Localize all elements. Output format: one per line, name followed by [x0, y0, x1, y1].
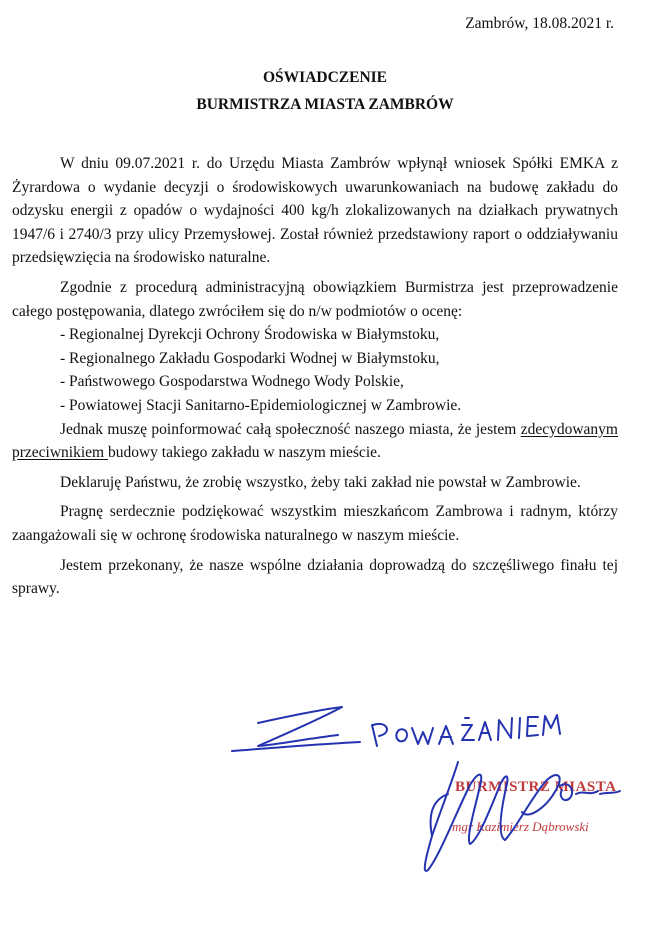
paragraph-procedure: Zgodnie z procedurą administracyjną obowiązkiem Burmistrza jest przeprowadzenie całego postępowania, dlatego zwróciłem się do n/w podmiotów o ocenę: [12, 278, 618, 320]
stamp-title: BURMISTRZ MIASTA [455, 779, 617, 795]
opposition-text-end: budowy takiego zakładu w naszym mieście. [107, 444, 381, 462]
paragraph-declaration: Deklaruję Państwu, że zrobię wszystko, żeby taki zakład nie powstał w Zambrowie. [60, 473, 581, 491]
document-subtitle: BURMISTRZA MIASTA ZAMBRÓW [196, 96, 454, 113]
list-item: - Powiatowej Stacji Sanitarno-Epidemiologicznej w Zambrowie. [60, 396, 462, 414]
paragraph-thanks: Pragnę serdecznie podziękować wszystkim mieszkańcom Zambrowa i radnym, którzy zaangażowali się w ochronę środowiska naturalnego w naszym mieście. [12, 503, 618, 544]
opposition-text-start: Jednak muszę poinformować całą społeczność naszego miasta, że jestem [60, 420, 521, 438]
paragraph-opposition [12, 418, 618, 465]
list-item: - Państwowego Gospodarstwa Wodnego Wody Polskie, [60, 373, 404, 391]
underlined-phrase: zdecydowanym przeciwnikiem [12, 420, 618, 462]
stamp-name: mgr Kazimierz Dąbrowski [452, 819, 589, 834]
list-item: - Regionalnego Zakładu Gospodarki Wodnej w Białymstoku, [60, 349, 440, 367]
handwritten-signature [0, 690, 650, 943]
paragraph-request: W dniu 09.07.2021 r. do Urzędu Miasta Zambrów wpłynął wniosek Spółki EMKA z Żyrardowa o wydanie decyzji o środowiskowych uwarunkowaniach na budowę zakładu do odzysku energii z opadów o wydajności 400 kg/h zlokalizowanych na działkach prywatnych 1947/6 i 2740/3 przy ulicy Przemysłowej. Został również przedstawiony raport o oddziaływaniu przedsięwzięcia na środowisko naturalne. [12, 155, 618, 267]
list-item: - Regionalnej Dyrekcji Ochrony Środowiska w Białymstoku, [60, 326, 440, 344]
paragraph-conclusion: Jestem przekonany, że nasze wspólne działania doprowadzą do szczęśliwego finału tej sprawy. [12, 556, 618, 598]
document-title: OŚWIADCZENIE [262, 69, 388, 86]
document-date: Zambrów, 18.08.2021 r. [465, 15, 614, 32]
document-body [12, 152, 618, 601]
